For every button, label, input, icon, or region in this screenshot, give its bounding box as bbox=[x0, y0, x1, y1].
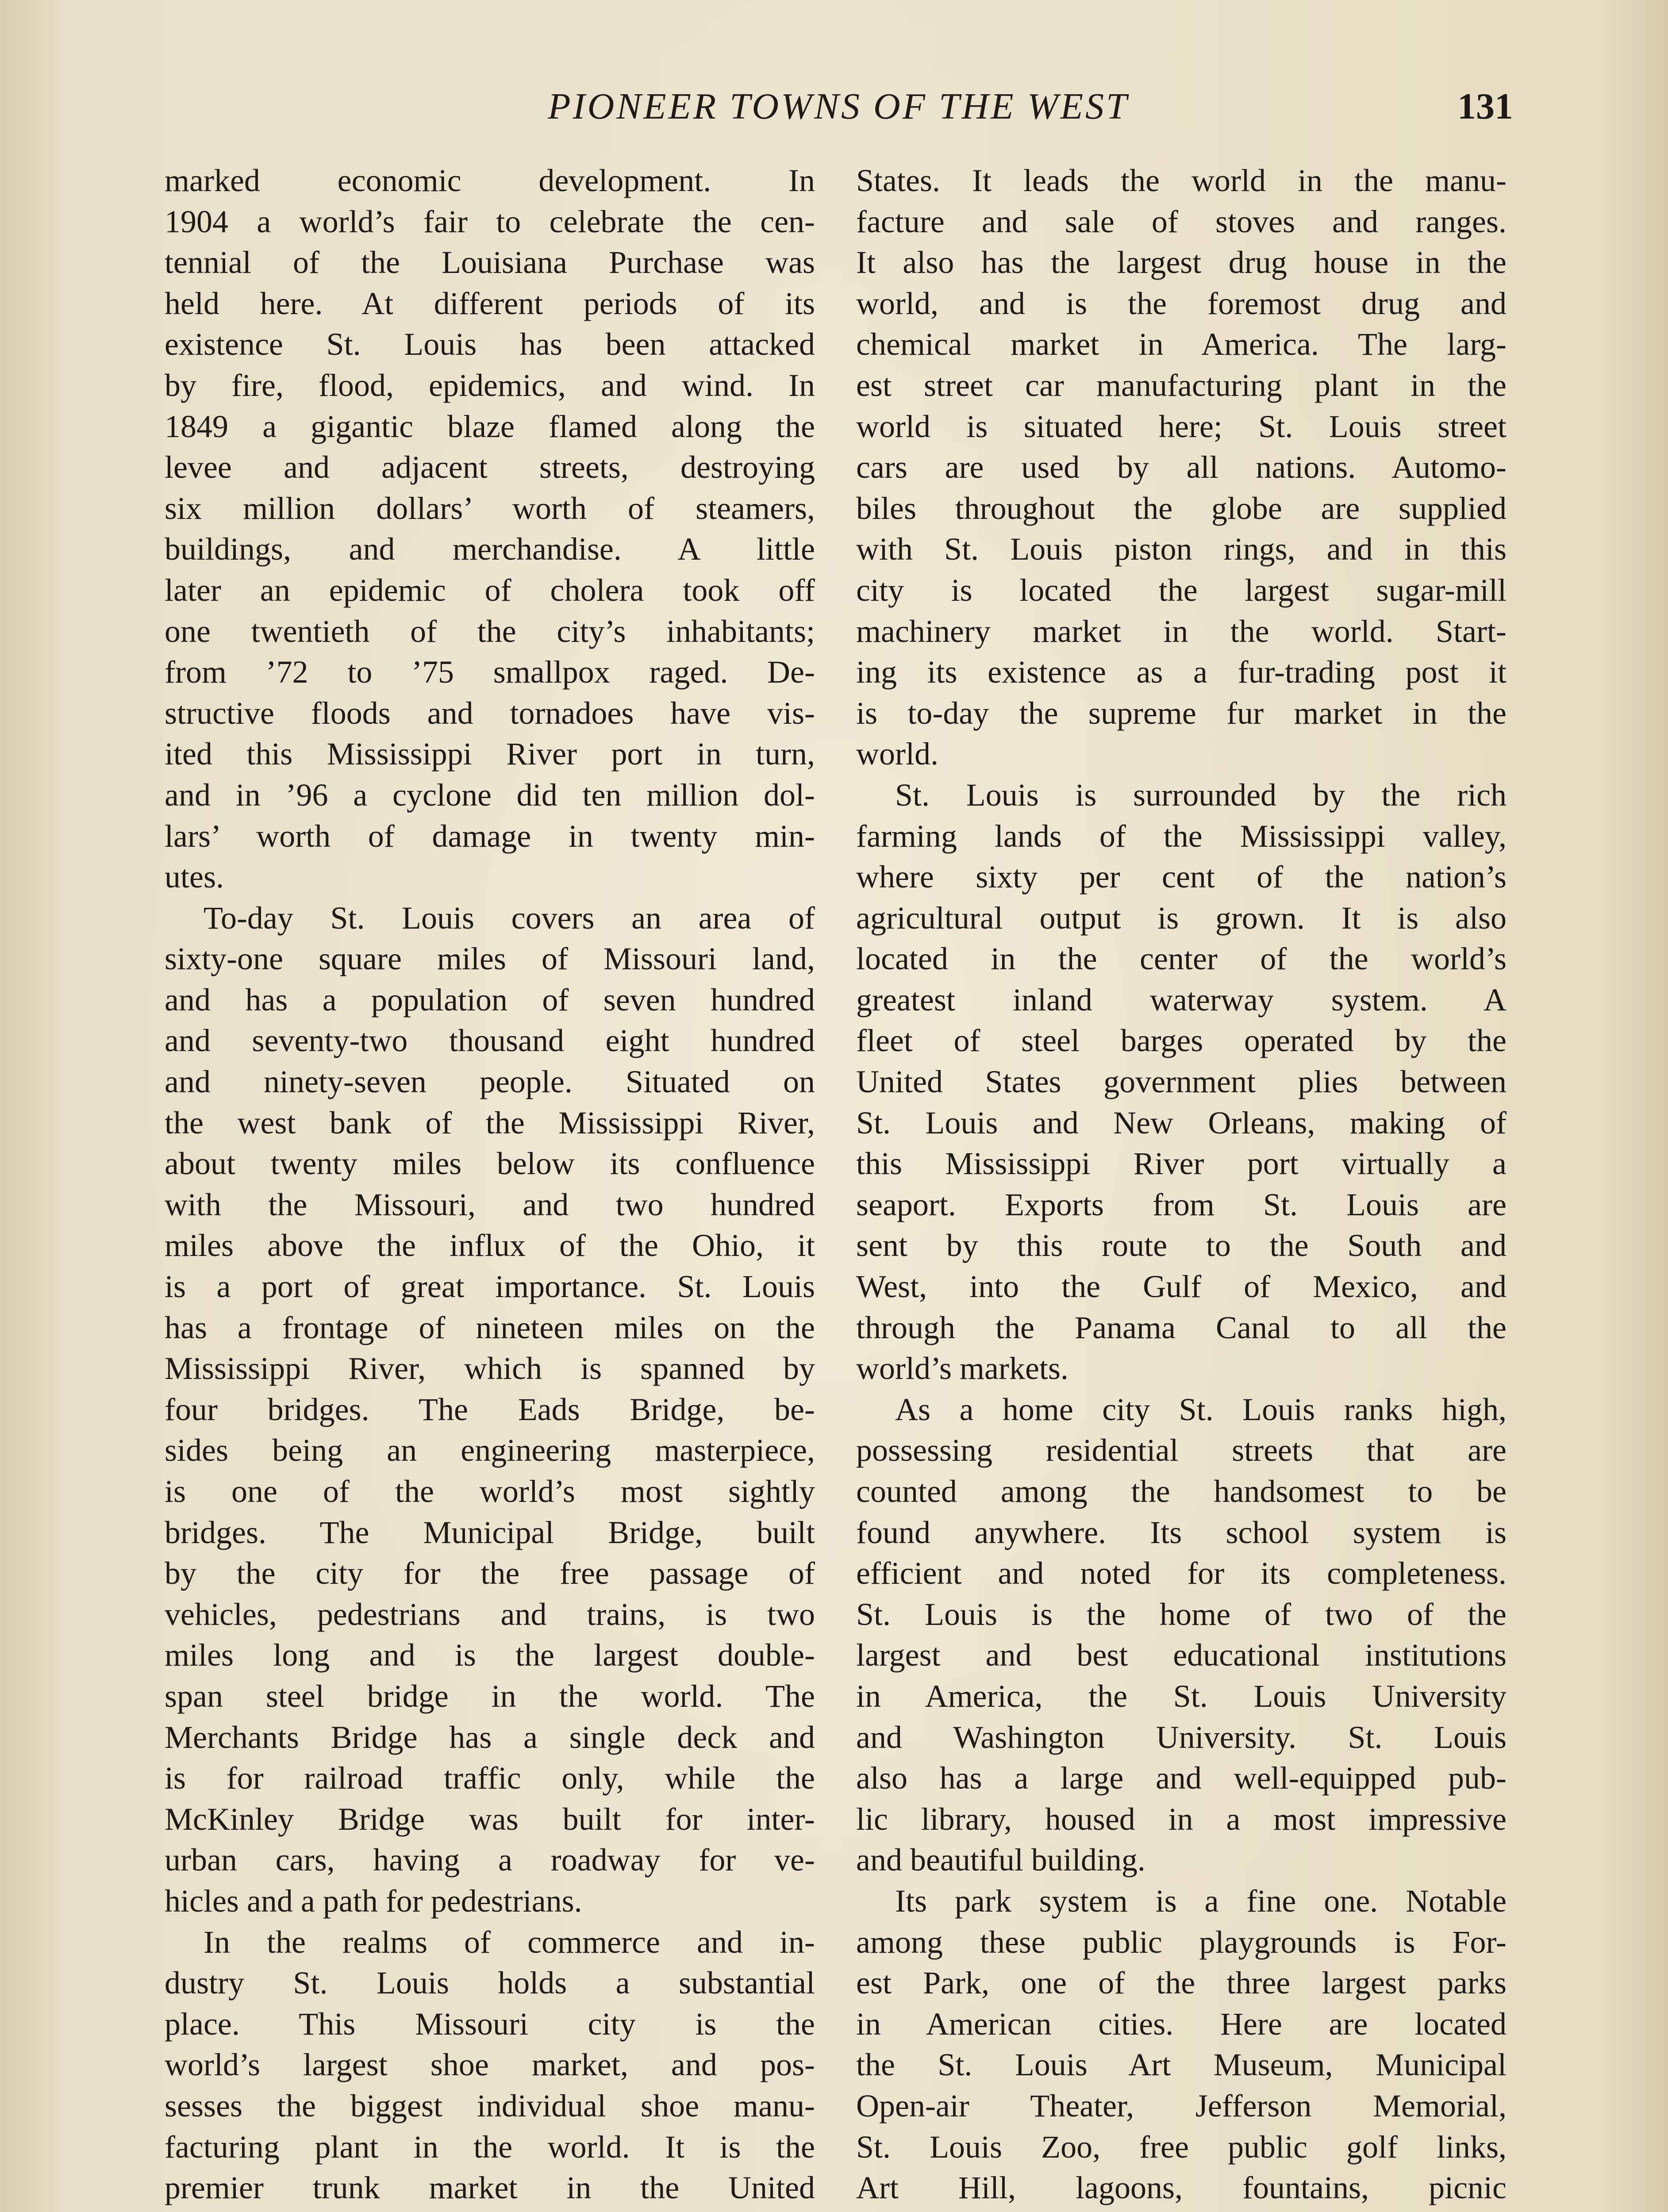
text-line: As a home city St. Louis ranks high, bbox=[895, 1391, 1507, 1427]
text-line: Mississippi River, which is spanned by bbox=[165, 1351, 815, 1386]
text-line: McKinley Bridge was built for inter- bbox=[165, 1801, 815, 1837]
text-line: Art Hill, lagoons, fountains, picnic bbox=[856, 2170, 1507, 2206]
text-line: held here. At different periods of its bbox=[165, 285, 815, 321]
text-line: sides being an engineering masterpiece, bbox=[165, 1432, 815, 1468]
text-line: is a port of great importance. St. Louis bbox=[165, 1269, 815, 1305]
text-line: and has a population of seven hundred bbox=[165, 982, 815, 1018]
text-line: world’s largest shoe market, and pos- bbox=[165, 2047, 815, 2083]
text-line: buildings, and merchandise. A little bbox=[165, 531, 815, 567]
text-line: urban cars, having a roadway for ve- bbox=[165, 1842, 815, 1878]
text-line: bridges. The Municipal Bridge, built bbox=[165, 1514, 815, 1550]
text-line: the west bank of the Mississippi River, bbox=[165, 1105, 815, 1141]
text-line: utes. bbox=[165, 859, 224, 895]
text-line: largest and best educational institutions bbox=[856, 1637, 1507, 1673]
text-line: the St. Louis Art Museum, Municipal bbox=[856, 2047, 1507, 2083]
text-line: found anywhere. Its school system is bbox=[856, 1514, 1507, 1550]
text-line: world is situated here; St. Louis street bbox=[856, 408, 1507, 444]
running-title: PIONEER TOWNS OF THE WEST bbox=[548, 86, 1129, 127]
text-line: fleet of steel barges operated by the bbox=[856, 1023, 1507, 1059]
text-line: biles throughout the globe are supplied bbox=[856, 490, 1507, 526]
text-line: miles long and is the largest double- bbox=[165, 1637, 815, 1673]
text-line: Merchants Bridge has a single deck and bbox=[165, 1719, 815, 1755]
text-line: est Park, one of the three largest parks bbox=[856, 1965, 1507, 2001]
text-line: efficient and noted for its completeness. bbox=[856, 1555, 1507, 1591]
text-line: world’s markets. bbox=[856, 1351, 1068, 1386]
text-line: Its park system is a fine one. Notable bbox=[895, 1883, 1507, 1919]
text-line: St. Louis Zoo, free public golf links, bbox=[856, 2129, 1507, 2165]
text-line: is for railroad traffic only, while the bbox=[165, 1760, 815, 1796]
text-line: possessing residential streets that are bbox=[856, 1432, 1507, 1468]
text-line: is to-day the supreme fur market in the bbox=[856, 695, 1507, 731]
text-line: sixty-one square miles of Missouri land, bbox=[165, 941, 815, 977]
text-line: est street car manufacturing plant in the bbox=[856, 367, 1507, 403]
text-line: 1849 a gigantic blaze flamed along the bbox=[165, 408, 815, 444]
text-line: It also has the largest drug house in the bbox=[856, 245, 1507, 280]
text-line: located in the center of the world’s bbox=[856, 941, 1507, 977]
text-line: and beautiful building. bbox=[856, 1842, 1145, 1878]
text-line: by fire, flood, epidemics, and wind. In bbox=[165, 367, 815, 403]
text-line: existence St. Louis has been attacked bbox=[165, 326, 815, 362]
text-line: also has a large and well-equipped pub- bbox=[856, 1760, 1507, 1796]
text-line: place. This Missouri city is the bbox=[165, 2006, 815, 2042]
text-line: from ’72 to ’75 smallpox raged. De- bbox=[165, 654, 815, 690]
text-line: this Mississippi River port virtually a bbox=[856, 1146, 1507, 1182]
text-line: farming lands of the Mississippi valley, bbox=[856, 818, 1507, 854]
text-line: chemical market in America. The larg- bbox=[856, 326, 1507, 362]
text-line: lic library, housed in a most impressive bbox=[856, 1801, 1507, 1837]
text-line: marked economic development. In bbox=[165, 163, 815, 198]
text-line: agricultural output is grown. It is also bbox=[856, 900, 1507, 936]
text-line: ited this Mississippi River port in turn, bbox=[165, 736, 815, 772]
text-line: cars are used by all nations. Automo- bbox=[856, 449, 1507, 485]
text-line: and in ’96 a cyclone did ten million dol- bbox=[165, 777, 815, 813]
text-line: levee and adjacent streets, destroying bbox=[165, 449, 815, 485]
text-line: is one of the world’s most sightly bbox=[165, 1474, 815, 1509]
text-line: Open-air Theater, Jefferson Memorial, bbox=[856, 2088, 1507, 2124]
text-line: States. It leads the world in the manu- bbox=[856, 163, 1507, 198]
text-line: structive floods and tornadoes have vis- bbox=[165, 695, 815, 731]
text-line: span steel bridge in the world. The bbox=[165, 1678, 815, 1714]
text-line: and Washington University. St. Louis bbox=[856, 1719, 1507, 1755]
text-line: dustry St. Louis holds a substantial bbox=[165, 1965, 815, 2001]
text-line: facture and sale of stoves and ranges. bbox=[856, 204, 1507, 239]
text-line: counted among the handsomest to be bbox=[856, 1474, 1507, 1509]
text-line: miles above the influx of the Ohio, it bbox=[165, 1228, 815, 1263]
text-line: in America, the St. Louis University bbox=[856, 1678, 1507, 1714]
text-line: facturing plant in the world. It is the bbox=[165, 2129, 815, 2165]
text-line: St. Louis is the home of two of the bbox=[856, 1596, 1507, 1632]
text-line: St. Louis is surrounded by the rich bbox=[895, 777, 1507, 813]
text-line: with St. Louis piston rings, and in this bbox=[856, 531, 1507, 567]
left-text-column bbox=[165, 160, 815, 2208]
text-line: has a frontage of nineteen miles on the bbox=[165, 1310, 815, 1345]
text-line: greatest inland waterway system. A bbox=[856, 982, 1507, 1018]
text-line: among these public playgrounds is For- bbox=[856, 1924, 1507, 1960]
text-line: four bridges. The Eads Bridge, be- bbox=[165, 1391, 815, 1427]
text-line: with the Missouri, and two hundred bbox=[165, 1187, 815, 1222]
text-line: United States government plies between bbox=[856, 1064, 1507, 1100]
text-line: West, into the Gulf of Mexico, and bbox=[856, 1269, 1507, 1305]
text-line: and seventy-two thousand eight hundred bbox=[165, 1023, 815, 1059]
text-line: ing its existence as a fur-trading post it bbox=[856, 654, 1507, 690]
text-line: seaport. Exports from St. Louis are bbox=[856, 1187, 1507, 1222]
text-line: where sixty per cent of the nation’s bbox=[856, 859, 1507, 895]
page-number: 131 bbox=[1457, 86, 1513, 127]
text-line: In the realms of commerce and in- bbox=[204, 1924, 815, 1960]
text-line: world. bbox=[856, 736, 938, 772]
text-line: To-day St. Louis covers an area of bbox=[204, 900, 815, 936]
text-line: vehicles, pedestrians and trains, is two bbox=[165, 1596, 815, 1632]
right-text-column bbox=[856, 160, 1507, 2208]
text-line: about twenty miles below its confluence bbox=[165, 1146, 815, 1182]
text-line: one twentieth of the city’s inhabitants; bbox=[165, 613, 815, 649]
page-header bbox=[164, 80, 1513, 137]
text-line: later an epidemic of cholera took off bbox=[165, 572, 815, 608]
text-line: premier trunk market in the United bbox=[165, 2170, 815, 2206]
text-line: hicles and a path for pedestrians. bbox=[165, 1883, 582, 1919]
text-line: six million dollars’ worth of steamers, bbox=[165, 490, 815, 526]
text-line: in American cities. Here are located bbox=[856, 2006, 1507, 2042]
text-line: by the city for the free passage of bbox=[165, 1555, 815, 1591]
text-line: St. Louis and New Orleans, making of bbox=[856, 1105, 1507, 1141]
text-line: through the Panama Canal to all the bbox=[856, 1310, 1507, 1345]
text-line: lars’ worth of damage in twenty min- bbox=[165, 818, 815, 854]
text-line: sesses the biggest individual shoe manu- bbox=[165, 2088, 815, 2124]
text-line: sent by this route to the South and bbox=[856, 1228, 1507, 1263]
text-line: and ninety-seven people. Situated on bbox=[165, 1064, 815, 1100]
text-line: city is located the largest sugar-mill bbox=[856, 572, 1507, 608]
text-line: tennial of the Louisiana Purchase was bbox=[165, 245, 815, 280]
text-line: machinery market in the world. Start- bbox=[856, 613, 1507, 649]
text-line: 1904 a world’s fair to celebrate the cen- bbox=[165, 204, 815, 239]
text-line: world, and is the foremost drug and bbox=[856, 285, 1507, 321]
